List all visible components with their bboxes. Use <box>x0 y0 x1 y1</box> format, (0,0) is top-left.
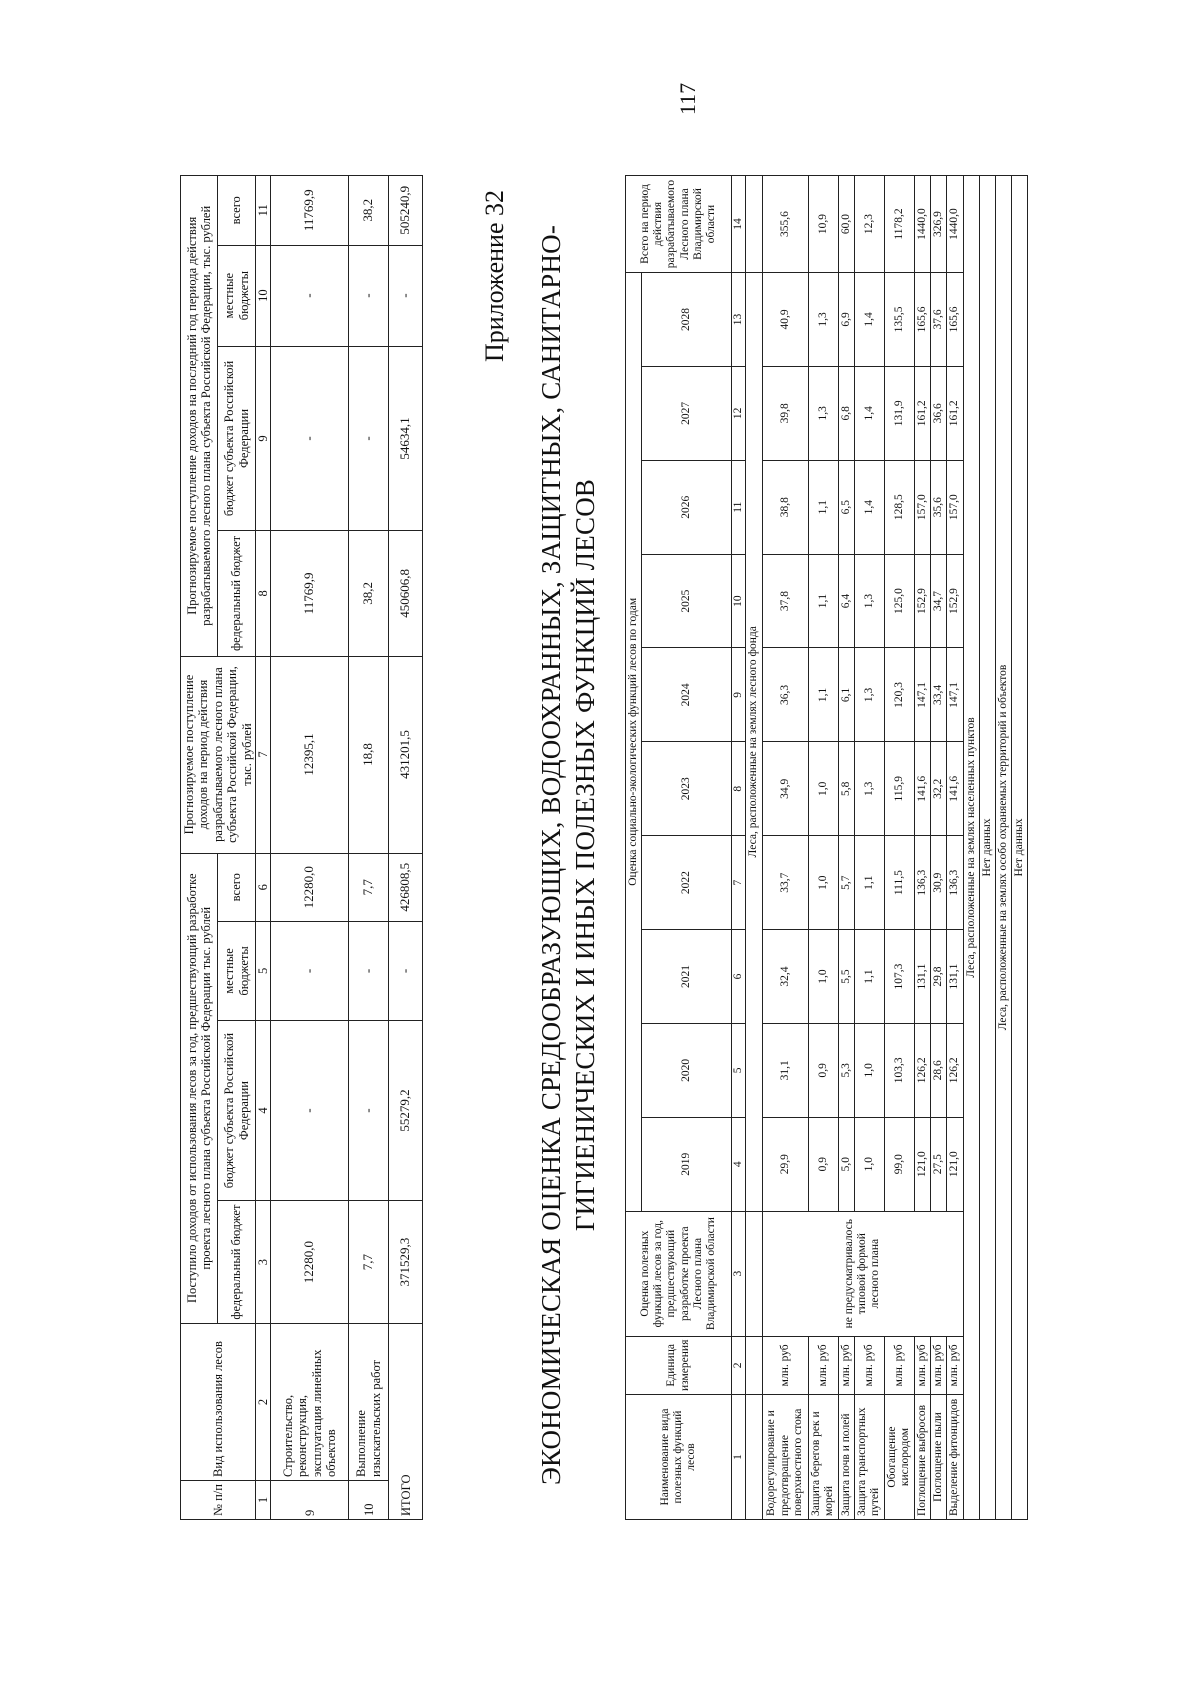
colnum: 3 <box>732 1211 746 1336</box>
rotated-page-content <box>0 95 1200 1620</box>
th-name: Наименование вида полезных функций лесов <box>626 1395 732 1520</box>
cell-total: 1178,2 <box>884 176 914 273</box>
income-table <box>180 175 423 1520</box>
cell: 5,5 <box>838 930 854 1024</box>
section-row <box>746 176 762 1520</box>
cell: 165,6 <box>947 273 963 367</box>
cell-total: 10,9 <box>808 176 838 273</box>
cell: 1,4 <box>854 366 884 460</box>
cell: - <box>349 245 389 346</box>
cell: 1,1 <box>808 460 838 554</box>
th-prev: Оценка полезных функций лесов за год, предшествующий разработке проекта Лесного плана Владимирской области <box>626 1211 732 1336</box>
th-federal-2: федеральный бюджет <box>218 531 255 656</box>
cell: 31,1 <box>762 1023 808 1117</box>
cell: 35,6 <box>931 460 947 554</box>
cell: - <box>349 346 389 531</box>
cell: 32,4 <box>762 930 808 1024</box>
th-year: 2020 <box>642 1023 732 1117</box>
section-heading: ЭКОНОМИЧЕСКАЯ ОЦЕНКА СРЕДООБРАЗУЮЩИХ, ВОДООХРАННЫХ, ЗАЩИТНЫХ, САНИТАРНО-ГИГИЕНИЧЕСКИХ И ИНЫХ ПОЛЕЗНЫХ ФУНКЦИЙ ЛЕСОВ <box>536 224 600 1486</box>
cell: 161,2 <box>914 366 930 460</box>
cell: 141,6 <box>914 742 930 836</box>
colnum: 8 <box>255 531 270 656</box>
th-year: 2027 <box>642 366 732 460</box>
th-year: 2019 <box>642 1117 732 1211</box>
cell: 6,4 <box>838 554 854 648</box>
row-unit: млн. руб <box>947 1336 963 1394</box>
colnum: 5 <box>732 1023 746 1117</box>
th-forecast-last: Прогнозируемое поступление доходов на последний год периода действия разрабатываемого лесного плана субъекта Российской Федерации, тыс. рублей <box>181 176 218 657</box>
cell: 103,3 <box>884 1023 914 1117</box>
page-number: 117 <box>675 82 700 115</box>
table-row <box>271 176 349 1520</box>
cell: 36,6 <box>931 366 947 460</box>
cell: 450606,8 <box>389 531 423 656</box>
colnum: 8 <box>732 742 746 836</box>
cell: 165,6 <box>914 273 930 367</box>
colnum: 9 <box>255 346 270 531</box>
cell: 1,3 <box>808 366 838 460</box>
colnum: 7 <box>255 656 270 853</box>
cell: 136,3 <box>947 836 963 930</box>
colnum: 12 <box>732 366 746 460</box>
total-label: ИТОГО <box>389 1324 423 1520</box>
row-unit: млн. руб <box>808 1336 838 1394</box>
cell-total: 1440,0 <box>914 176 930 273</box>
cell: 36,3 <box>762 648 808 742</box>
table-row <box>762 176 808 1520</box>
cell: 1,3 <box>854 554 884 648</box>
th-local-2: местные бюджеты <box>218 245 255 346</box>
colnum: 10 <box>732 554 746 648</box>
cell: - <box>271 346 349 531</box>
column-numbers-row <box>255 176 270 1520</box>
cell: - <box>349 921 389 1020</box>
cell: 157,0 <box>914 460 930 554</box>
cell: 6,1 <box>838 648 854 742</box>
cell: 135,5 <box>884 273 914 367</box>
cell: 1,0 <box>808 742 838 836</box>
row-unit: млн. руб <box>762 1336 808 1394</box>
colnum: 9 <box>732 648 746 742</box>
colnum: 6 <box>255 853 270 921</box>
cell: 120,3 <box>884 648 914 742</box>
cell: 54634,1 <box>389 346 423 531</box>
colnum: 1 <box>255 1481 270 1520</box>
cell: 7,7 <box>349 1201 389 1324</box>
cell: 505240,9 <box>389 176 423 246</box>
cell: 5,8 <box>838 742 854 836</box>
colnum: 7 <box>732 836 746 930</box>
colnum: 2 <box>255 1324 270 1481</box>
th-forecast-period: Прогнозируемое поступление доходов на период действия разрабатываемого лесного плана субъекта Российской Федерации, тыс. рублей <box>181 656 256 853</box>
cell: 34,9 <box>762 742 808 836</box>
cell: 1,1 <box>808 554 838 648</box>
cell: 131,1 <box>914 930 930 1024</box>
cell: 12395,1 <box>271 656 349 853</box>
cell: 10 <box>349 1481 389 1520</box>
row-name: Поглощение выбросов <box>914 1395 930 1520</box>
th-total: Всего на период действия разрабатываемого Лесного плана Владимирской области <box>626 176 732 273</box>
colnum: 1 <box>732 1395 746 1520</box>
cell: 7,7 <box>349 853 389 921</box>
column-numbers-row <box>732 176 746 1520</box>
cell: 131,1 <box>947 930 963 1024</box>
cell: 33,4 <box>931 648 947 742</box>
cell: 152,9 <box>914 554 930 648</box>
appendix-label: Приложение 32 <box>480 190 509 363</box>
forest-functions-table <box>625 175 1028 1520</box>
cell: 0,9 <box>808 1023 838 1117</box>
cell: 30,9 <box>931 836 947 930</box>
cell: 107,3 <box>884 930 914 1024</box>
cell: 126,2 <box>914 1023 930 1117</box>
section-label: Леса, расположенные на землях особо охраняемых территорий и объектов <box>995 176 1011 1520</box>
cell: 426808,5 <box>389 853 423 921</box>
cell: 5,3 <box>838 1023 854 1117</box>
cell: 1,4 <box>854 273 884 367</box>
cell: 111,5 <box>884 836 914 930</box>
no-data-row <box>979 176 995 1520</box>
cell: - <box>271 921 349 1020</box>
no-data-label: Нет данных <box>979 176 995 1520</box>
colnum: 4 <box>255 1020 270 1200</box>
cell: 12280,0 <box>271 853 349 921</box>
cell: 9 <box>271 1481 349 1520</box>
cell-total: 1440,0 <box>947 176 963 273</box>
cell: 1,3 <box>854 648 884 742</box>
cell: 6,9 <box>838 273 854 367</box>
cell: 55279,2 <box>389 1020 423 1200</box>
colnum: 5 <box>255 921 270 1020</box>
cell-total: 12,3 <box>854 176 884 273</box>
th-year: 2026 <box>642 460 732 554</box>
section-row <box>995 176 1011 1520</box>
colnum: 2 <box>732 1336 746 1394</box>
th-num: № п/п <box>181 1481 256 1520</box>
colnum: 6 <box>732 930 746 1024</box>
cell: 5,7 <box>838 836 854 930</box>
row-name: Водорегулирование и предотвращение поверхностного стока <box>762 1395 808 1520</box>
cell: - <box>271 1020 349 1200</box>
th-local: местные бюджеты <box>218 921 255 1020</box>
row-unit: млн. руб <box>838 1336 854 1394</box>
cell: 147,1 <box>914 648 930 742</box>
table-row <box>349 176 389 1520</box>
th-kind: Вид использования лесов <box>181 1324 256 1481</box>
cell: 28,6 <box>931 1023 947 1117</box>
cell-total: 355,6 <box>762 176 808 273</box>
th-year: 2025 <box>642 554 732 648</box>
cell: 126,2 <box>947 1023 963 1117</box>
cell: 18,8 <box>349 656 389 853</box>
colnum: 13 <box>732 273 746 367</box>
cell: - <box>271 245 349 346</box>
cell: 121,0 <box>914 1117 930 1211</box>
th-total-2: всего <box>218 176 255 246</box>
cell: 131,9 <box>884 366 914 460</box>
cell: 99,0 <box>884 1117 914 1211</box>
section-label: Леса, расположенные на землях населенных пунктов <box>963 176 979 1520</box>
colnum: 10 <box>255 245 270 346</box>
cell: 1,3 <box>808 273 838 367</box>
cell: 34,7 <box>931 554 947 648</box>
colnum: 11 <box>732 460 746 554</box>
cell: 147,1 <box>947 648 963 742</box>
cell: 40,9 <box>762 273 808 367</box>
cell: 157,0 <box>947 460 963 554</box>
th-unit: Единица измерения <box>626 1336 732 1394</box>
cell: 1,0 <box>854 1117 884 1211</box>
cell: 33,7 <box>762 836 808 930</box>
row-name: Обогащение кислородом <box>884 1395 914 1520</box>
cell: 121,0 <box>947 1117 963 1211</box>
cell: 32,2 <box>931 742 947 836</box>
cell: 5,0 <box>838 1117 854 1211</box>
row-name: Защита транспортных путей <box>854 1395 884 1520</box>
cell: 29,8 <box>931 930 947 1024</box>
cell: 152,9 <box>947 554 963 648</box>
cell: 38,2 <box>349 531 389 656</box>
th-federal: федеральный бюджет <box>218 1201 255 1324</box>
colnum: 4 <box>732 1117 746 1211</box>
cell: 1,3 <box>854 742 884 836</box>
section-label: Леса, расположенные на землях лесного фонда <box>746 273 762 1212</box>
cell: 115,9 <box>884 742 914 836</box>
cell: 141,6 <box>947 742 963 836</box>
cell: 37,8 <box>762 554 808 648</box>
cell: - <box>349 1020 389 1200</box>
th-subject-2: бюджет субъекта Российской Федерации <box>218 346 255 531</box>
cell: 11769,9 <box>271 531 349 656</box>
row-unit: млн. руб <box>931 1336 947 1394</box>
cell: 0,9 <box>808 1117 838 1211</box>
cell: Строительство, реконструкция, эксплуатация линейных объектов <box>271 1324 349 1481</box>
row-name: Поглощение пыли <box>931 1395 947 1520</box>
th-year: 2023 <box>642 742 732 836</box>
cell: 128,5 <box>884 460 914 554</box>
cell: 11769,9 <box>271 176 349 246</box>
cell: 1,1 <box>854 930 884 1024</box>
th-subject: бюджет субъекта Российской Федерации <box>218 1020 255 1200</box>
cell: 371529,3 <box>389 1201 423 1324</box>
cell-total: 60,0 <box>838 176 854 273</box>
th-year: 2021 <box>642 930 732 1024</box>
cell: - <box>389 921 423 1020</box>
cell: 37,6 <box>931 273 947 367</box>
cell: 38,2 <box>349 176 389 246</box>
cell: 1,4 <box>854 460 884 554</box>
cell: 1,1 <box>808 648 838 742</box>
cell: 27,5 <box>931 1117 947 1211</box>
cell: 6,8 <box>838 366 854 460</box>
colnum: 14 <box>732 176 746 273</box>
cell: Выполнение изыскательских работ <box>349 1324 389 1481</box>
no-data-label: Нет данных <box>1012 176 1028 1520</box>
th-year: 2028 <box>642 273 732 367</box>
cell: 431201,5 <box>389 656 423 853</box>
cell: 6,5 <box>838 460 854 554</box>
cell: 1,0 <box>808 836 838 930</box>
total-row <box>389 176 423 1520</box>
cell: 1,0 <box>854 1023 884 1117</box>
row-unit: млн. руб <box>854 1336 884 1394</box>
cell: 12280,0 <box>271 1201 349 1324</box>
cell: 125,0 <box>884 554 914 648</box>
cell: 38,8 <box>762 460 808 554</box>
section-row <box>963 176 979 1520</box>
th-year: 2022 <box>642 836 732 930</box>
cell: 1,0 <box>808 930 838 1024</box>
cell: 1,1 <box>854 836 884 930</box>
th-year: 2024 <box>642 648 732 742</box>
row-name: Защита берегов рек и морей <box>808 1395 838 1520</box>
colnum: 11 <box>255 176 270 246</box>
no-data-row <box>1012 176 1028 1520</box>
cell: - <box>389 245 423 346</box>
th-total: всего <box>218 853 255 921</box>
colnum: 3 <box>255 1201 270 1324</box>
cell: 161,2 <box>947 366 963 460</box>
prev-note: не предусматривалось типовой формой лесного плана <box>762 1211 963 1336</box>
th-years-title: Оценка социально-экологических функций лесов по годам <box>626 273 642 1212</box>
cell: 29,9 <box>762 1117 808 1211</box>
th-received: Поступило доходов от использования лесов за год, предшествующий разработке проекта лесного плана субъекта Российской Федерации тыс. рублей <box>181 853 218 1323</box>
cell: 39,8 <box>762 366 808 460</box>
row-unit: млн. руб <box>914 1336 930 1394</box>
cell: 136,3 <box>914 836 930 930</box>
row-name: Защита почв и полей <box>838 1395 854 1520</box>
row-name: Выделение фитонцидов <box>947 1395 963 1520</box>
cell-total: 326,9 <box>931 176 947 273</box>
row-unit: млн. руб <box>884 1336 914 1394</box>
